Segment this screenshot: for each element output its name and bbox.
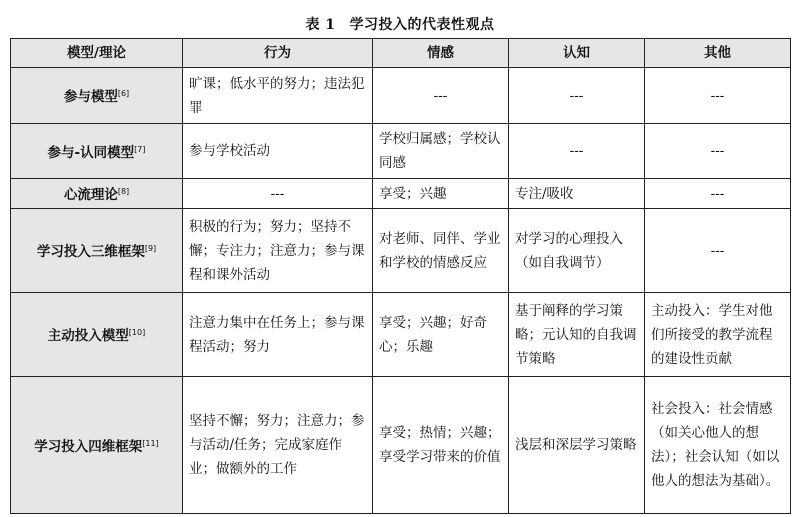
- model-name-cell: [11, 209, 183, 293]
- model-name-cell: [11, 293, 183, 377]
- model-name-cell: [11, 179, 183, 209]
- model-name: 学习投入四维框架: [34, 438, 143, 455]
- other-cell: ---: [645, 68, 791, 124]
- emotion-cell: 享受；热情；兴趣；享受学习带来的价值: [373, 377, 509, 514]
- emotion-cell: 对老师、同伴、学业和学校的情感反应: [373, 209, 509, 293]
- column-header-cognition: 认知: [509, 39, 645, 68]
- behavior-cell: 旷课；低水平的努力；违法犯罪: [183, 68, 373, 124]
- table-row: [11, 68, 791, 124]
- cognition-cell: 专注/吸收: [509, 179, 645, 209]
- table-caption: [0, 14, 800, 34]
- emotion-cell: 学校归属感；学校认同感: [373, 124, 509, 179]
- behavior-cell: 参与学校活动: [183, 124, 373, 179]
- table-row: [11, 377, 791, 514]
- caption-title: 学习投入的代表性观点: [349, 17, 495, 33]
- cognition-cell: 对学习的心理投入（如自我调节）: [509, 209, 645, 293]
- model-name: 参与模型: [63, 89, 118, 105]
- model-name: 学习投入三维框架: [36, 244, 145, 260]
- reference-number: [7]: [134, 144, 146, 154]
- other-cell: ---: [645, 124, 791, 179]
- model-name-cell: [11, 124, 183, 179]
- reference-number: [9]: [144, 244, 157, 253]
- other-cell: ---: [645, 179, 791, 209]
- model-name: 心流理论: [63, 187, 118, 203]
- reference-number: [10]: [128, 328, 146, 337]
- behavior-cell: ---: [183, 179, 373, 209]
- emotion-cell: ---: [373, 68, 509, 124]
- emotion-cell: 享受；兴趣: [373, 179, 509, 209]
- table-header-row: [11, 39, 791, 68]
- table-row: [11, 179, 791, 209]
- model-name: 主动投入模型: [47, 328, 129, 344]
- behavior-cell: 积极的行为；努力；坚持不懈；专注力；注意力；参与课程和课外活动: [183, 209, 373, 293]
- cognition-cell: ---: [509, 124, 645, 179]
- viewpoints-table: [10, 38, 791, 514]
- other-cell: 社会投入：社会情感（如关心他人的想法）；社会认知（如以他人的想法为基础）。: [645, 377, 791, 514]
- table-row: [11, 293, 791, 377]
- reference-number: [8]: [117, 187, 130, 196]
- column-header-behavior: 行为: [183, 39, 373, 68]
- behavior-cell: 坚持不懈；努力；注意力；参与活动/任务；完成家庭作业；做额外的工作: [183, 377, 373, 514]
- model-name: 参与-认同模型: [47, 144, 135, 161]
- cognition-cell: 基于阐释的学习策略；元认知的自我调节策略: [509, 293, 645, 377]
- reference-number: [11]: [142, 438, 159, 448]
- other-cell: 主动投入：学生对他们所接受的教学流程的建设性贡献: [645, 293, 791, 377]
- cognition-cell: ---: [509, 68, 645, 124]
- column-header-model: 模型/理论: [11, 39, 183, 68]
- model-name-cell: [11, 68, 183, 124]
- other-cell: ---: [645, 209, 791, 293]
- column-header-other: 其他: [645, 39, 791, 68]
- cognition-cell: 浅层和深层学习策略: [509, 377, 645, 514]
- reference-number: [6]: [117, 89, 130, 98]
- table-row: [11, 124, 791, 179]
- model-name-cell: [11, 377, 183, 514]
- table-row: [11, 209, 791, 293]
- behavior-cell: 注意力集中在任务上；参与课程活动；努力: [183, 293, 373, 377]
- emotion-cell: 享受；兴趣；好奇心；乐趣: [373, 293, 509, 377]
- column-header-emotion: 情感: [373, 39, 509, 68]
- caption-number: 表 1: [305, 17, 336, 33]
